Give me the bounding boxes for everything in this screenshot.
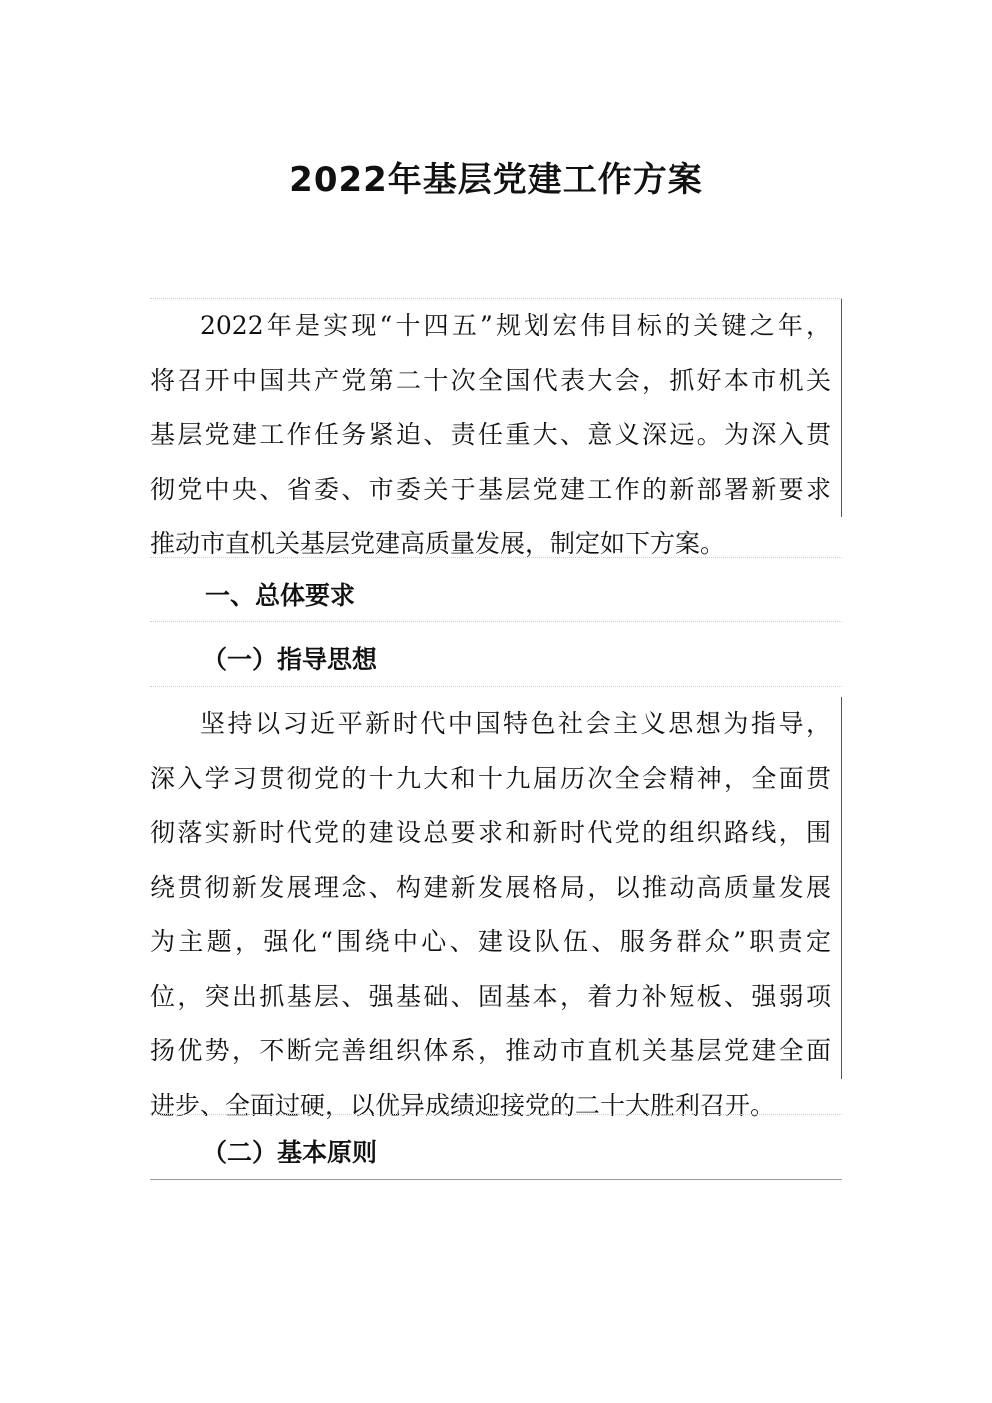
intro-line: 2022年是实现“十四五”规划宏伟目标的关键之年， xyxy=(150,299,842,354)
intro-line: 推动市直机关基层党建高质量发展，制定如下方案。 xyxy=(150,529,726,558)
guiding-line: 扬优势，不断完善组织体系，推动市直机关基层党建全面 xyxy=(150,1024,842,1079)
intro-line: 将召开中国共产党第二十次全国代表大会，抓好本市机关 xyxy=(150,354,842,409)
subsection-heading: （二）基本原则 xyxy=(202,1138,378,1167)
paragraph-bottom-rule xyxy=(150,1114,842,1115)
section-heading: 一、总体要求 xyxy=(205,581,356,610)
subsection-heading: （一）指导思想 xyxy=(202,645,378,674)
document-title: 2022年基层党建工作方案 xyxy=(289,160,703,200)
guiding-line: 位，突出抓基层、强基础、固基本，着力补短板、强弱项 xyxy=(150,970,842,1025)
guiding-line: 深入学习贯彻党的十九大和十九届历次全会精神，全面贯 xyxy=(150,752,842,807)
guiding-line: 坚持以习近平新时代中国特色社会主义思想为指导， xyxy=(150,697,842,752)
intro-paragraph xyxy=(150,299,842,572)
guiding-paragraph xyxy=(150,697,842,1133)
heading-rule xyxy=(150,1179,842,1180)
heading-rule xyxy=(150,686,842,687)
guiding-line: 进步、全面过硬，以优异成绩迎接党的二十大胜利召开。 xyxy=(150,1090,776,1120)
guiding-line: 绕贯彻新发展理念、构建新发展格局，以推动高质量发展 xyxy=(150,861,842,916)
guiding-line: 为主题，强化“围绕中心、建设队伍、服务群众”职责定 xyxy=(150,915,842,970)
intro-line: 彻党中央、省委、市委关于基层党建工作的新部署新要求 xyxy=(150,463,842,518)
heading-rule xyxy=(150,621,842,622)
guiding-line: 彻落实新时代党的建设总要求和新时代党的组织路线，围 xyxy=(150,806,842,861)
intro-line: 基层党建工作任务紧迫、责任重大、意义深远。为深入贯 xyxy=(150,408,842,463)
paragraph-bottom-rule xyxy=(150,557,842,558)
